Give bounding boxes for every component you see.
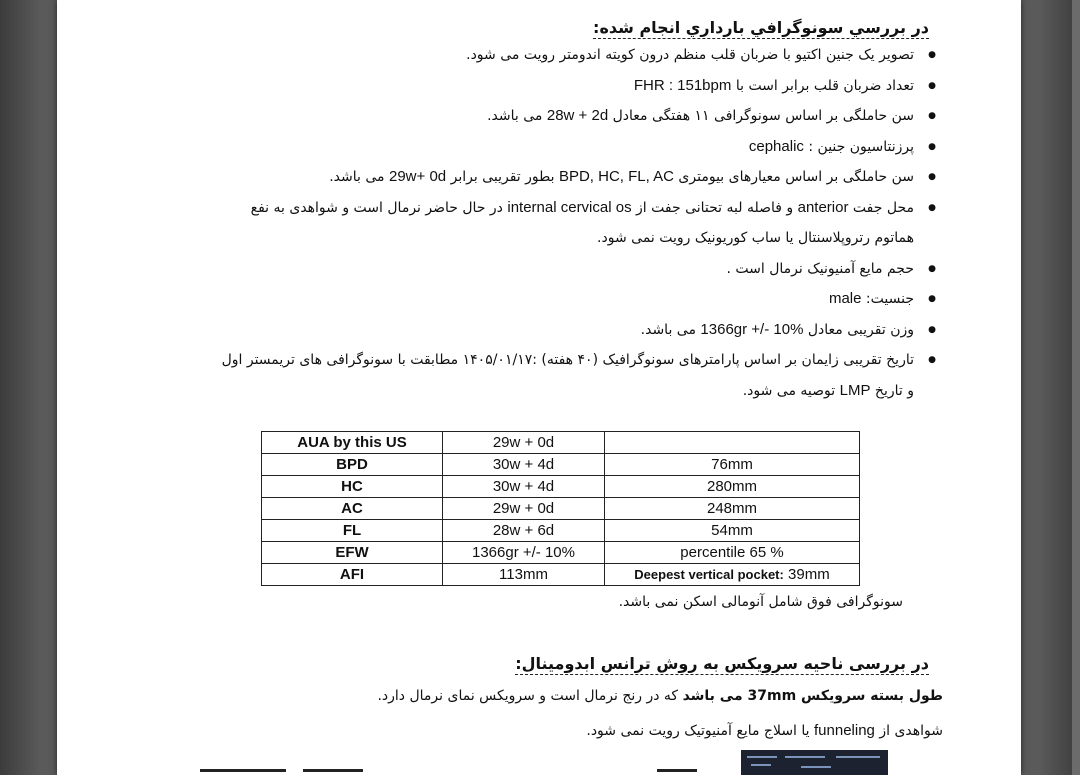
presentation-value: cephalic <box>748 137 804 155</box>
cut-off-text <box>200 769 286 772</box>
pocket-label: Deepest vertical pocket: <box>634 567 784 582</box>
section-title-cervix: در بررسی ناحیه سرویکس به روش ترانس ابدومینال: <box>515 654 929 673</box>
value-cell: 76mm <box>605 454 860 476</box>
param-cell: AC <box>262 498 443 520</box>
table-row <box>262 564 860 586</box>
finding-item <box>216 40 936 71</box>
finding-text: می باشد. <box>640 321 701 338</box>
param-cell: BPD <box>262 454 443 476</box>
biometry-ga-value: 29w+ 0d <box>389 168 447 185</box>
anomaly-note: سونوگرافی فوق شامل آنومالی اسکن نمی باشد. <box>618 594 903 610</box>
ultrasound-thumbnail <box>741 750 888 775</box>
finding-text: توصیه می شود. <box>742 382 840 399</box>
finding-text: محل جفت <box>848 199 914 216</box>
finding-text: سن حاملگی بر اساس سونوگرافی ۱۱ هفتگی معادل <box>608 108 914 124</box>
ga-cell: 30w + 4d <box>443 454 605 476</box>
funneling-term: funneling <box>814 722 875 739</box>
value-cell <box>605 432 860 454</box>
cervix-length-bold: طول بسته سرویکس 37mm می باشد <box>682 688 943 704</box>
ga-cell: 113mm <box>443 564 605 586</box>
table-row <box>262 542 860 564</box>
table-row <box>262 454 860 476</box>
finding-text: تصویر یک جنین اکتیو با ضربان قلب منظم درون کویته اندومتر رویت می شود. <box>466 47 914 63</box>
cervix-length-rest: که در رنج نرمال است و سرویکس نمای نرمال دارد. <box>377 688 683 704</box>
value-cell: 280mm <box>605 476 860 498</box>
section-title-pregnancy-ultrasound: در بررسي سونوگرافي بارداري انجام شده: <box>593 18 929 37</box>
funneling-line <box>586 722 943 739</box>
finding-text: تعداد ضربان قلب برابر است با <box>731 77 914 94</box>
value-cell: 248mm <box>605 498 860 520</box>
finding-text: سن حاملگی بر اساس معیارهای بیومتری <box>673 169 914 185</box>
finding-item <box>216 284 936 315</box>
finding-item <box>216 315 936 346</box>
document-page <box>57 0 1021 775</box>
table-row <box>262 432 860 454</box>
cervical-os-term: internal cervical os <box>507 198 632 216</box>
placenta-location: anterior <box>797 198 849 216</box>
finding-text: می باشد. <box>329 169 389 185</box>
fhr-value: FHR : 151bpm <box>633 76 732 94</box>
finding-text: و فاصله لبه تحتانی جفت از <box>631 199 798 216</box>
finding-text: وزن تقریبی معادل <box>803 321 914 338</box>
param-cell: FL <box>262 520 443 542</box>
funneling-text: یا اسلاج مایع آمنیوتیک رویت نمی شود. <box>586 723 815 739</box>
sex-value: male <box>828 290 862 307</box>
finding-text: می باشد. <box>487 108 547 124</box>
pocket-value: 39mm <box>788 566 830 583</box>
param-cell: HC <box>262 476 443 498</box>
ga-value: 28w + 2d <box>546 107 609 124</box>
table-row <box>262 476 860 498</box>
finding-item <box>216 193 936 254</box>
value-cell: percentile 65 % <box>605 542 860 564</box>
finding-item <box>216 132 936 163</box>
finding-text: پرزنتاسیون جنین : <box>803 138 914 155</box>
table-row <box>262 498 860 520</box>
cut-off-text <box>303 769 363 772</box>
finding-text: جنسیت: <box>861 291 914 307</box>
biometry-table <box>261 431 860 586</box>
finding-item <box>216 162 936 193</box>
table-row <box>262 520 860 542</box>
finding-item <box>216 254 936 285</box>
funneling-text: شواهدی از <box>874 723 943 739</box>
finding-item <box>216 71 936 102</box>
finding-item <box>216 345 936 406</box>
finding-text: بطور تقریبی برابر <box>446 169 559 185</box>
ga-cell: 1366gr +/- 10% <box>443 542 605 564</box>
value-cell <box>605 564 860 586</box>
finding-text: حجم مایع آمنیونیک نرمال است . <box>726 260 914 277</box>
param-cell: AFI <box>262 564 443 586</box>
ga-cell: 29w + 0d <box>443 432 605 454</box>
cervix-length-line <box>377 688 943 704</box>
ga-cell: 29w + 0d <box>443 498 605 520</box>
lmp-term: LMP <box>839 381 871 399</box>
weight-value: 1366gr +/- 10% <box>700 320 804 338</box>
finding-text: تاریخ تقریبی زایمان بر اساس پارامترهای سونوگرافیک (۴۰ هفته) :۱۴۰۵/۰۱/۱۷ مطابقت با سونوگرافی های تریمستر اول و تاریخ <box>221 352 914 399</box>
finding-item <box>216 101 936 132</box>
finding-text: در حال حاضر نرمال است و شواهدی به نفع هماتوم رتروپلاسنتال یا ساب کوریونیک رویت نمی شود. <box>250 199 914 246</box>
param-cell: EFW <box>262 542 443 564</box>
findings-list <box>216 40 936 406</box>
cut-off-text <box>657 769 697 772</box>
viewer-scroll-edge <box>1072 0 1080 775</box>
ga-cell: 28w + 6d <box>443 520 605 542</box>
biometry-params: BPD, HC, FL, AC <box>558 168 674 185</box>
param-cell: AUA by this US <box>262 432 443 454</box>
value-cell: 54mm <box>605 520 860 542</box>
ga-cell: 30w + 4d <box>443 476 605 498</box>
